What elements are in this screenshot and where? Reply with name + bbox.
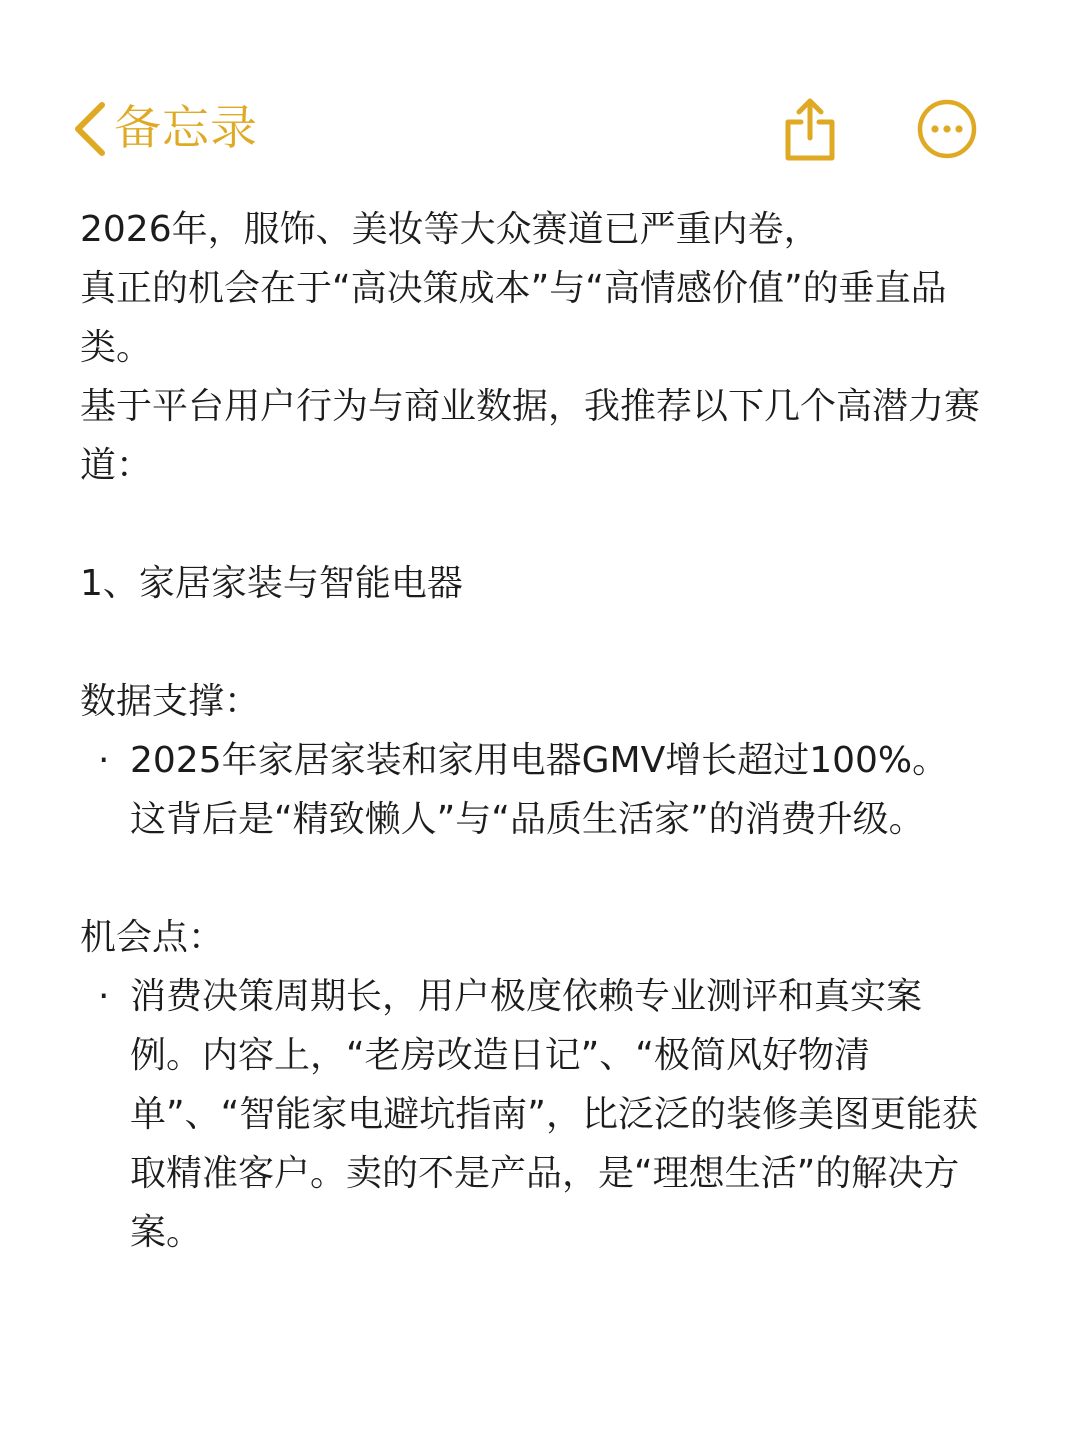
data-heading: 数据支撑： [80,681,261,722]
more-button[interactable] [916,98,978,160]
section-title: 1、家居家装与智能电器 [80,563,463,604]
opportunity-heading: 机会点： [80,917,225,958]
bullet-marker: · [98,740,110,781]
list-item [80,731,980,849]
spacer [80,849,980,908]
note-body[interactable] [80,200,980,1262]
bullet-marker: · [98,976,110,1017]
data-bullet-text: 2025年家居家装和家用电器GMV增长超过100%。这背后是“精致懒人”与“品质生活家”的消费升级。 [130,740,949,840]
spacer [80,613,980,672]
intro-line-1: 2026年，服饰、美妆等大众赛道已严重内卷， [80,209,820,250]
intro-line-2: 真正的机会在于“高决策成本”与“高情感价值”的垂直品类。 [80,268,947,368]
navigation-bar [0,0,1080,200]
opportunity-bullet-text: 消费决策周期长，用户极度依赖专业测评和真实案例。内容上，“老房改造日记”、“极简风好物清单”、“智能家电避坑指南”，比泛泛的装修美图更能获取精准客户。卖的不是产品，是“理想生活”的解决方案。 [130,976,978,1253]
list-item [80,967,980,1262]
intro-line-3: 基于平台用户行为与商业数据，我推荐以下几个高潜力赛道： [80,386,981,486]
share-button[interactable] [780,98,840,162]
back-button[interactable] [72,96,258,162]
chevron-left-icon [72,101,108,157]
spacer [80,495,980,554]
more-icon [916,98,978,160]
share-icon [780,98,840,162]
back-label: 备忘录 [114,101,258,156]
